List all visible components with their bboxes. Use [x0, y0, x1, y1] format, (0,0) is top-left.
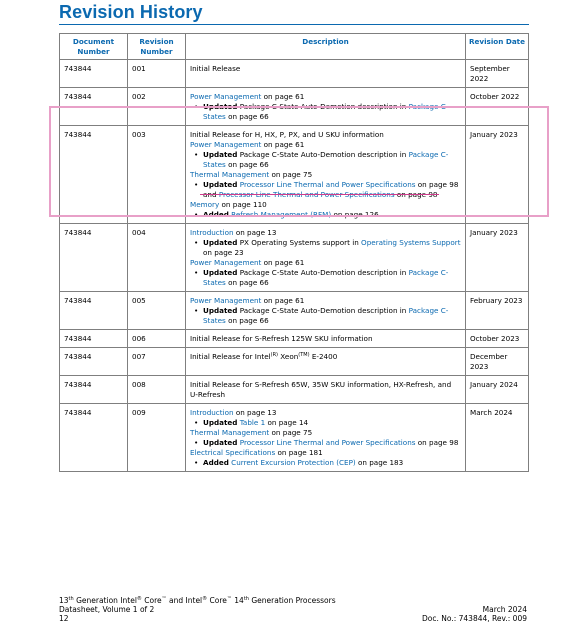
- change-type: Updated: [203, 238, 238, 247]
- description-link-line: [190, 258, 461, 268]
- page-reference: on page 13: [233, 228, 277, 237]
- description-text: Initial Release for S-Refresh 125W SKU information: [190, 334, 373, 343]
- section-link[interactable]: Current Excursion Protection (CEP): [231, 458, 356, 467]
- bullet-text: [203, 210, 461, 220]
- change-bullet: [190, 150, 461, 170]
- table-row: [60, 224, 529, 292]
- footer-left: [59, 596, 336, 623]
- page-reference: on page 181: [275, 448, 323, 457]
- table-row: [60, 60, 529, 88]
- description-text: Initial Release for S-Refresh 65W, 35W SKU information, HX-Refresh, and U-Refresh: [190, 380, 452, 399]
- section-link[interactable]: Power Management: [190, 92, 262, 101]
- footer-page-number: 12: [59, 614, 69, 623]
- page-reference: on page 61: [261, 92, 305, 101]
- description-text: Initial Release for H, HX, P, PX, and U SKU information: [190, 130, 384, 139]
- page-reference: on page 110: [219, 200, 267, 209]
- change-type: Updated: [203, 306, 238, 315]
- page-reference: on page 98: [415, 180, 459, 189]
- trademark-mark: (TM): [298, 352, 310, 358]
- revision-table: [59, 33, 529, 472]
- footer-date: March 2024: [482, 605, 527, 614]
- section-link[interactable]: Operating Systems Support: [361, 238, 461, 247]
- bullet-text: [203, 150, 461, 170]
- bullet-icon: •: [194, 150, 199, 159]
- revision-number-cell: 006: [128, 330, 186, 348]
- revision-date-cell: January 2023: [466, 126, 529, 224]
- title-divider: [59, 24, 529, 25]
- text-part: E-2400: [309, 352, 338, 361]
- page-reference: on page 66: [225, 278, 269, 287]
- page-reference: on page 98: [415, 438, 459, 447]
- description-cell: [186, 292, 466, 330]
- table-row: [60, 292, 529, 330]
- revision-number-cell: 003: [128, 126, 186, 224]
- change-type: Updated: [203, 102, 238, 111]
- revision-date-cell: October 2022: [466, 88, 529, 126]
- column-header-description: Description: [186, 34, 466, 60]
- description-cell: [186, 348, 466, 376]
- description-text: Initial Release: [190, 64, 241, 73]
- revision-date-cell: January 2024: [466, 376, 529, 404]
- column-header-revision-number: Revision Number: [128, 34, 186, 60]
- revision-date-cell: December 2023: [466, 348, 529, 376]
- description-link-line: [190, 448, 461, 458]
- section-link[interactable]: Electrical Specifications: [190, 448, 276, 457]
- description-cell: [186, 126, 466, 224]
- section-link[interactable]: Package C-States: [203, 150, 449, 169]
- revision-date-cell: September 2022: [466, 60, 529, 88]
- document-number-cell: 743844: [60, 126, 128, 224]
- text-part: Xeon: [278, 352, 299, 361]
- table-row: [60, 376, 529, 404]
- footer-product-line: 13th Generation Intel® Core™ and Intel® Core™ 14th Generation Processors: [59, 596, 336, 605]
- document-number-cell: 743844: [60, 404, 128, 472]
- description-link-line: [190, 92, 461, 102]
- bullet-icon: •: [194, 438, 199, 447]
- bullet-icon: •: [194, 268, 199, 277]
- bullet-text: [203, 418, 461, 428]
- section-link[interactable]: Introduction: [190, 408, 234, 417]
- revision-number-cell: 008: [128, 376, 186, 404]
- change-type: Updated: [203, 418, 238, 427]
- change-type: Updated: [203, 438, 238, 447]
- section-link[interactable]: Memory: [190, 200, 220, 209]
- document-number-cell: 743844: [60, 60, 128, 88]
- section-link[interactable]: Thermal Management: [190, 170, 270, 179]
- description-cell: [186, 376, 466, 404]
- change-bullet: [190, 458, 461, 468]
- change-type: Updated: [203, 150, 238, 159]
- page-reference: on page 14: [265, 418, 309, 427]
- page-reference: on page 61: [261, 296, 305, 305]
- change-type: Added: [203, 210, 229, 219]
- revision-date-cell: January 2023: [466, 224, 529, 292]
- revision-date-cell: February 2023: [466, 292, 529, 330]
- document-number-cell: 743844: [60, 292, 128, 330]
- description-cell: [186, 330, 466, 348]
- bullet-pre: Package C-State Auto-Demotion description in: [237, 102, 409, 111]
- page-reference: on page 126: [331, 210, 379, 219]
- section-link[interactable]: Power Management: [190, 140, 262, 149]
- change-type: Updated: [203, 268, 238, 277]
- bullet-conjunction: and: [203, 190, 219, 199]
- document-number-cell: 743844: [60, 88, 128, 126]
- description-cell: [186, 404, 466, 472]
- revision-number-cell: 001: [128, 60, 186, 88]
- text-part: Initial Release for Intel: [190, 352, 271, 361]
- description-link-line: [190, 200, 461, 210]
- footer-datasheet-volume: Datasheet, Volume 1 of 2: [59, 605, 155, 614]
- revision-table-body: [60, 60, 529, 472]
- section-link[interactable]: Package C-States: [203, 268, 449, 287]
- page-reference: on page 98: [394, 190, 438, 199]
- description-link-line: [190, 170, 461, 180]
- bullet-icon: •: [194, 102, 199, 111]
- description-cell: [186, 88, 466, 126]
- column-header-revision-date: Revision Date: [466, 34, 529, 60]
- description-cell: [186, 224, 466, 292]
- change-bullet: [190, 306, 461, 326]
- page-reference: on page 61: [261, 258, 305, 267]
- change-bullet: [190, 268, 461, 288]
- page-reference: on page 23: [203, 248, 244, 257]
- description-link-line: [190, 428, 461, 438]
- page-reference: on page 66: [225, 316, 269, 325]
- change-bullet: [190, 180, 461, 200]
- page-reference: on page 183: [355, 458, 404, 467]
- bullet-icon: •: [194, 210, 199, 219]
- page-reference: on page 75: [269, 170, 313, 179]
- change-type: Updated: [203, 180, 238, 189]
- page-reference: on page 66: [225, 112, 269, 121]
- bullet-pre: PX Operating Systems support in: [237, 238, 362, 247]
- bullet-text: [203, 458, 461, 468]
- description-link-line: [190, 140, 461, 150]
- registered-mark: (R): [270, 352, 279, 358]
- revision-number-cell: 002: [128, 88, 186, 126]
- bullet-icon: •: [194, 306, 199, 315]
- bullet-icon: •: [194, 458, 199, 467]
- section-link[interactable]: Refresh Management (RFM): [231, 210, 332, 219]
- bullet-pre: Package C-State Auto-Demotion description in: [237, 306, 409, 315]
- section-link[interactable]: Package C-States: [203, 306, 449, 325]
- section-link[interactable]: Power Management: [190, 258, 262, 267]
- section-link[interactable]: Power Management: [190, 296, 262, 305]
- revision-number-cell: 009: [128, 404, 186, 472]
- bullet-icon: •: [194, 238, 199, 247]
- table-row: [60, 404, 529, 472]
- bullet-text: [203, 102, 461, 122]
- column-header-document-number: Document Number: [60, 34, 128, 60]
- description-link-line: [190, 408, 461, 418]
- table-row: [60, 348, 529, 376]
- section-link[interactable]: Package C-States: [203, 102, 449, 121]
- footer-right: [422, 605, 527, 623]
- page-reference: on page 61: [261, 140, 305, 149]
- bullet-text: [203, 306, 461, 326]
- revision-number-cell: 007: [128, 348, 186, 376]
- table-row: [60, 126, 529, 224]
- section-link[interactable]: Introduction: [190, 228, 234, 237]
- change-bullet: [190, 438, 461, 448]
- revision-number-cell: 005: [128, 292, 186, 330]
- section-link[interactable]: Thermal Management: [190, 428, 270, 437]
- revision-date-cell: March 2024: [466, 404, 529, 472]
- section-link[interactable]: Table 1: [239, 418, 266, 427]
- bullet-icon: •: [194, 180, 199, 189]
- bullet-pre: Package C-State Auto-Demotion description in: [237, 150, 409, 159]
- page-reference: on page 66: [225, 160, 269, 169]
- page-reference: on page 13: [233, 408, 277, 417]
- page-title: Revision History: [59, 2, 203, 22]
- bullet-text: [203, 268, 461, 288]
- description-cell: [186, 60, 466, 88]
- section-link[interactable]: Processor Line Thermal and Power Specifications: [239, 438, 416, 447]
- table-row: [60, 330, 529, 348]
- revision-date-cell: October 2023: [466, 330, 529, 348]
- description-link-line: [190, 296, 461, 306]
- footer-doc-number: Doc. No.: 743844, Rev.: 009: [422, 614, 527, 623]
- bullet-text: [203, 238, 461, 258]
- table-row: [60, 88, 529, 126]
- document-number-cell: 743844: [60, 330, 128, 348]
- table-header-row: [60, 34, 529, 60]
- bullet-pre: Package C-State Auto-Demotion description in: [237, 268, 409, 277]
- change-bullet: [190, 418, 461, 428]
- section-link[interactable]: Processor Line Thermal and Power Specifications: [218, 190, 395, 199]
- document-number-cell: 743844: [60, 376, 128, 404]
- change-bullet: [190, 210, 461, 220]
- change-type: Added: [203, 458, 229, 467]
- document-number-cell: 743844: [60, 348, 128, 376]
- section-link[interactable]: Processor Line Thermal and Power Specifications: [239, 180, 416, 189]
- bullet-text: [203, 180, 461, 200]
- description-link-line: [190, 228, 461, 238]
- bullet-text: [203, 438, 461, 448]
- change-bullet: [190, 102, 461, 122]
- revision-number-cell: 004: [128, 224, 186, 292]
- description-text: [190, 352, 461, 362]
- bullet-icon: •: [194, 418, 199, 427]
- document-number-cell: 743844: [60, 224, 128, 292]
- page-reference: on page 75: [269, 428, 313, 437]
- change-bullet: [190, 238, 461, 258]
